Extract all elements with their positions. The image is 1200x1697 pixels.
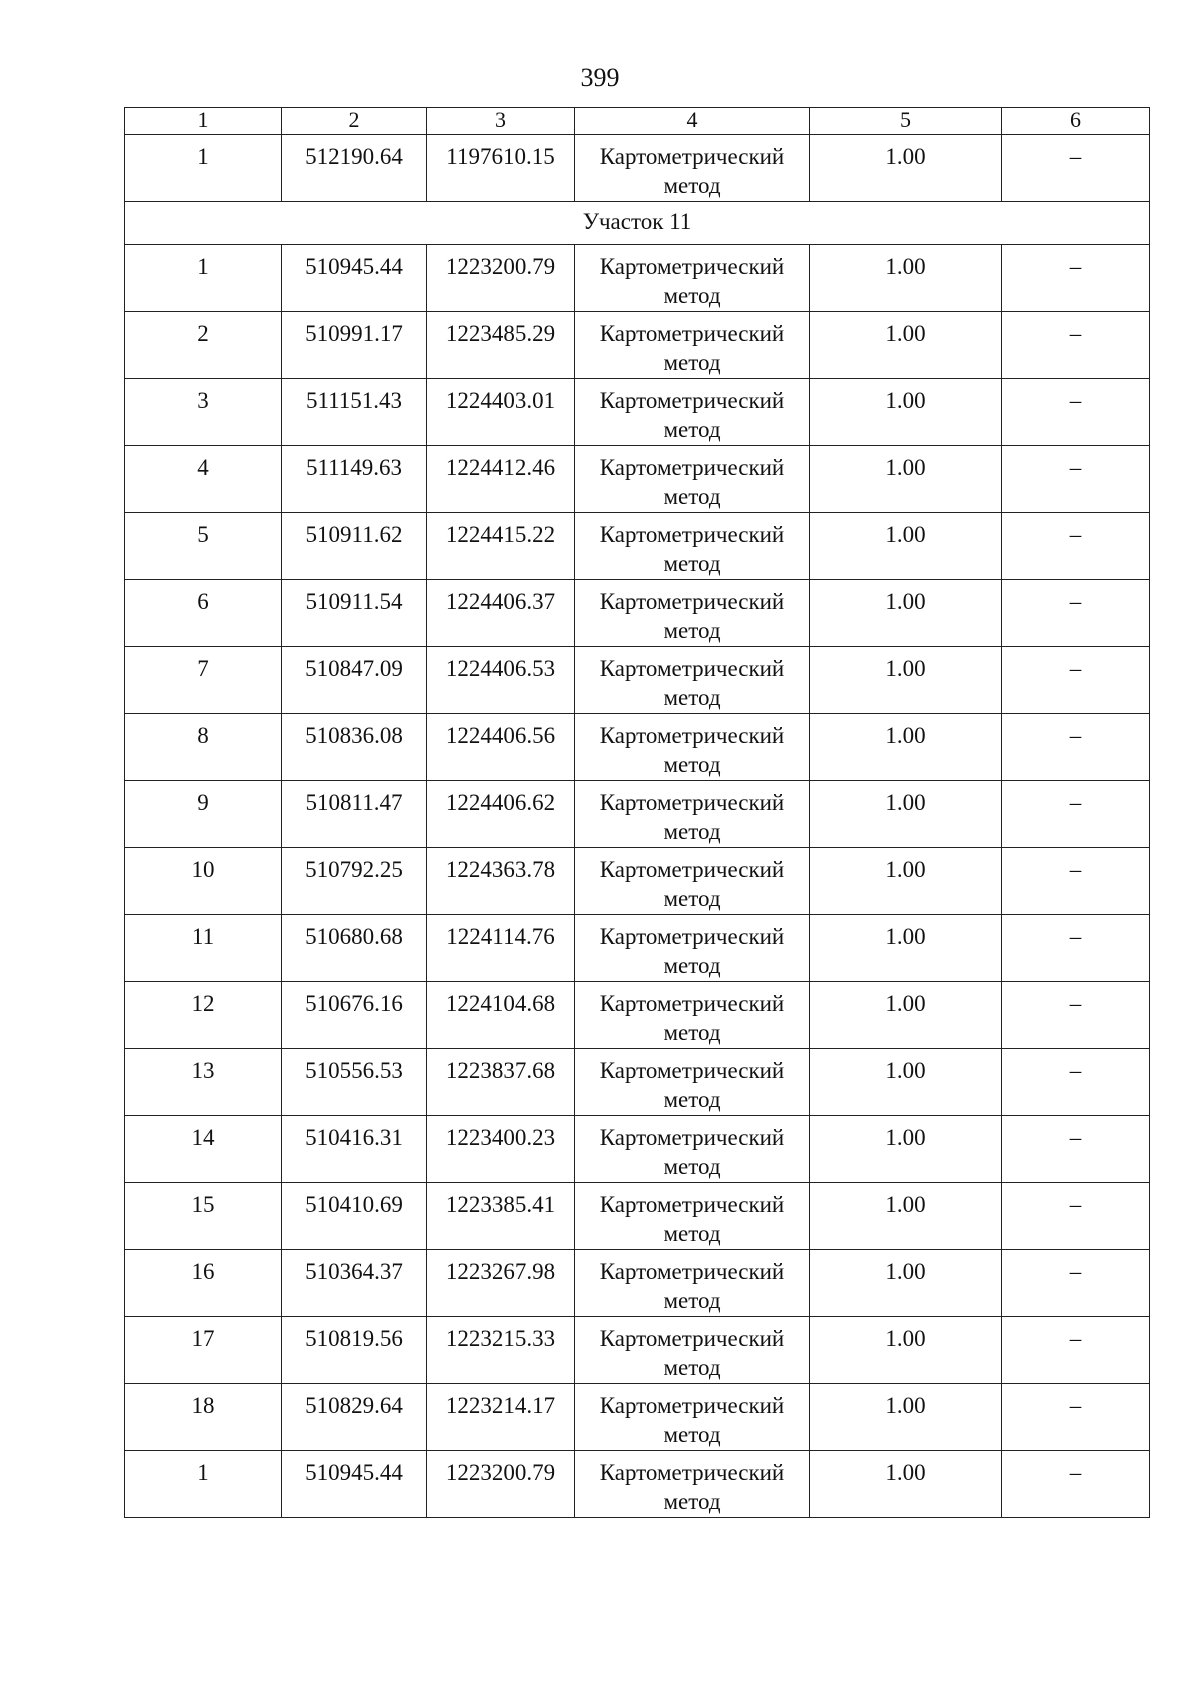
method-line: Картометрический (599, 1058, 785, 1083)
note-cell: – (1002, 1384, 1150, 1451)
y-coordinate-cell: 1223200.79 (427, 245, 575, 312)
table-row (125, 245, 1150, 312)
table-row (125, 1183, 1150, 1250)
table-row (125, 1384, 1150, 1451)
method-line: метод (663, 1020, 721, 1045)
method-line: Картометрический (599, 1393, 785, 1418)
point-number-cell: 5 (125, 513, 282, 580)
point-number-cell: 12 (125, 982, 282, 1049)
y-coordinate-cell: 1224406.37 (427, 580, 575, 647)
column-number-cell: 5 (810, 108, 1002, 135)
note-cell: – (1002, 1317, 1150, 1384)
note-cell: – (1002, 379, 1150, 446)
method-line: метод (663, 173, 721, 198)
x-coordinate-cell: 510847.09 (282, 647, 427, 714)
x-coordinate-cell: 510836.08 (282, 714, 427, 781)
table-row (125, 1116, 1150, 1183)
x-coordinate-cell: 510991.17 (282, 312, 427, 379)
accuracy-cell: 1.00 (810, 915, 1002, 982)
method-line: Картометрический (599, 857, 785, 882)
x-coordinate-cell: 510819.56 (282, 1317, 427, 1384)
method-cell (575, 1250, 810, 1317)
section-title: Участок 11 (125, 202, 1150, 245)
x-coordinate-cell: 510811.47 (282, 781, 427, 848)
y-coordinate-cell: 1224114.76 (427, 915, 575, 982)
method-line: Картометрический (599, 1460, 785, 1485)
accuracy-cell: 1.00 (810, 379, 1002, 446)
accuracy-cell: 1.00 (810, 135, 1002, 202)
point-number-cell: 10 (125, 848, 282, 915)
table-row (125, 1049, 1150, 1116)
method-line: Картометрический (599, 1125, 785, 1150)
table-row (125, 915, 1150, 982)
note-cell: – (1002, 245, 1150, 312)
x-coordinate-cell: 510945.44 (282, 1451, 427, 1518)
method-cell (575, 647, 810, 714)
point-number-cell: 7 (125, 647, 282, 714)
method-line: метод (663, 1288, 721, 1313)
table-row (125, 580, 1150, 647)
method-cell (575, 1183, 810, 1250)
method-line: Картометрический (599, 254, 785, 279)
method-line: Картометрический (599, 790, 785, 815)
accuracy-cell: 1.00 (810, 647, 1002, 714)
note-cell: – (1002, 1250, 1150, 1317)
method-line: метод (663, 618, 721, 643)
column-number-cell: 6 (1002, 108, 1150, 135)
method-line: метод (663, 417, 721, 442)
y-coordinate-cell: 1223214.17 (427, 1384, 575, 1451)
point-number-cell: 8 (125, 714, 282, 781)
point-number-cell: 14 (125, 1116, 282, 1183)
x-coordinate-cell: 510792.25 (282, 848, 427, 915)
x-coordinate-cell: 510556.53 (282, 1049, 427, 1116)
method-line: метод (663, 484, 721, 509)
y-coordinate-cell: 1224363.78 (427, 848, 575, 915)
method-cell (575, 915, 810, 982)
method-cell (575, 446, 810, 513)
method-line: метод (663, 1422, 721, 1447)
method-cell (575, 1317, 810, 1384)
method-line: Картометрический (599, 321, 785, 346)
page-number: 399 (580, 63, 620, 92)
accuracy-cell: 1.00 (810, 1384, 1002, 1451)
method-cell (575, 848, 810, 915)
method-line: метод (663, 1154, 721, 1179)
x-coordinate-cell: 510829.64 (282, 1384, 427, 1451)
point-number-cell: 1 (125, 135, 282, 202)
note-cell: – (1002, 1451, 1150, 1518)
method-line: Картометрический (599, 522, 785, 547)
table-row (125, 1250, 1150, 1317)
section-row (125, 202, 1150, 245)
table-row (125, 446, 1150, 513)
y-coordinate-cell: 1224406.62 (427, 781, 575, 848)
column-number-cell: 3 (427, 108, 575, 135)
accuracy-cell: 1.00 (810, 781, 1002, 848)
x-coordinate-cell: 510680.68 (282, 915, 427, 982)
method-line: метод (663, 953, 721, 978)
method-line: метод (663, 1489, 721, 1514)
x-coordinate-cell: 510911.54 (282, 580, 427, 647)
method-cell (575, 135, 810, 202)
accuracy-cell: 1.00 (810, 848, 1002, 915)
y-coordinate-cell: 1224412.46 (427, 446, 575, 513)
point-number-cell: 9 (125, 781, 282, 848)
method-line: Картометрический (599, 1326, 785, 1351)
table-row (125, 781, 1150, 848)
method-line: Картометрический (599, 656, 785, 681)
method-line: метод (663, 1355, 721, 1380)
coordinates-table (124, 107, 1150, 1518)
method-line: Картометрический (599, 144, 785, 169)
x-coordinate-cell: 511151.43 (282, 379, 427, 446)
method-cell (575, 781, 810, 848)
point-number-cell: 3 (125, 379, 282, 446)
y-coordinate-cell: 1223267.98 (427, 1250, 575, 1317)
method-line: Картометрический (599, 388, 785, 413)
accuracy-cell: 1.00 (810, 1451, 1002, 1518)
accuracy-cell: 1.00 (810, 1317, 1002, 1384)
table-row (125, 312, 1150, 379)
note-cell: – (1002, 848, 1150, 915)
point-number-cell: 13 (125, 1049, 282, 1116)
y-coordinate-cell: 1224104.68 (427, 982, 575, 1049)
y-coordinate-cell: 1197610.15 (427, 135, 575, 202)
method-cell (575, 1451, 810, 1518)
note-cell: – (1002, 647, 1150, 714)
point-number-cell: 18 (125, 1384, 282, 1451)
method-line: метод (663, 1087, 721, 1112)
y-coordinate-cell: 1223200.79 (427, 1451, 575, 1518)
y-coordinate-cell: 1223485.29 (427, 312, 575, 379)
accuracy-cell: 1.00 (810, 1116, 1002, 1183)
note-cell: – (1002, 714, 1150, 781)
method-cell (575, 1049, 810, 1116)
accuracy-cell: 1.00 (810, 1250, 1002, 1317)
table-row (125, 982, 1150, 1049)
x-coordinate-cell: 510416.31 (282, 1116, 427, 1183)
note-cell: – (1002, 915, 1150, 982)
accuracy-cell: 1.00 (810, 312, 1002, 379)
y-coordinate-cell: 1224406.56 (427, 714, 575, 781)
column-number-cell: 2 (282, 108, 427, 135)
x-coordinate-cell: 510945.44 (282, 245, 427, 312)
method-line: Картометрический (599, 723, 785, 748)
method-line: метод (663, 752, 721, 777)
note-cell: – (1002, 446, 1150, 513)
method-cell (575, 312, 810, 379)
table-row (125, 714, 1150, 781)
method-cell (575, 379, 810, 446)
accuracy-cell: 1.00 (810, 446, 1002, 513)
table-row (125, 647, 1150, 714)
method-line: метод (663, 283, 721, 308)
accuracy-cell: 1.00 (810, 580, 1002, 647)
table-row (125, 1317, 1150, 1384)
accuracy-cell: 1.00 (810, 1183, 1002, 1250)
accuracy-cell: 1.00 (810, 714, 1002, 781)
note-cell: – (1002, 982, 1150, 1049)
method-line: Картометрический (599, 589, 785, 614)
note-cell: – (1002, 781, 1150, 848)
method-cell (575, 513, 810, 580)
method-cell (575, 714, 810, 781)
table-row (125, 379, 1150, 446)
method-line: метод (663, 886, 721, 911)
x-coordinate-cell: 510364.37 (282, 1250, 427, 1317)
method-line: Картометрический (599, 455, 785, 480)
note-cell: – (1002, 312, 1150, 379)
point-number-cell: 16 (125, 1250, 282, 1317)
accuracy-cell: 1.00 (810, 513, 1002, 580)
table-row (125, 1451, 1150, 1518)
point-number-cell: 2 (125, 312, 282, 379)
method-line: Картометрический (599, 991, 785, 1016)
method-line: метод (663, 1221, 721, 1246)
method-cell (575, 580, 810, 647)
method-line: Картометрический (599, 924, 785, 949)
note-cell: – (1002, 1183, 1150, 1250)
column-number-cell: 4 (575, 108, 810, 135)
y-coordinate-cell: 1224406.53 (427, 647, 575, 714)
method-line: метод (663, 685, 721, 710)
accuracy-cell: 1.00 (810, 1049, 1002, 1116)
x-coordinate-cell: 510911.62 (282, 513, 427, 580)
point-number-cell: 11 (125, 915, 282, 982)
method-cell (575, 245, 810, 312)
accuracy-cell: 1.00 (810, 982, 1002, 1049)
note-cell: – (1002, 1116, 1150, 1183)
method-line: метод (663, 350, 721, 375)
note-cell: – (1002, 513, 1150, 580)
table-row (125, 135, 1150, 202)
point-number-cell: 15 (125, 1183, 282, 1250)
column-number-row (125, 108, 1150, 135)
y-coordinate-cell: 1224415.22 (427, 513, 575, 580)
method-line: метод (663, 819, 721, 844)
note-cell: – (1002, 135, 1150, 202)
table-row (125, 513, 1150, 580)
x-coordinate-cell: 511149.63 (282, 446, 427, 513)
y-coordinate-cell: 1224403.01 (427, 379, 575, 446)
note-cell: – (1002, 1049, 1150, 1116)
x-coordinate-cell: 510410.69 (282, 1183, 427, 1250)
table-row (125, 848, 1150, 915)
x-coordinate-cell: 512190.64 (282, 135, 427, 202)
x-coordinate-cell: 510676.16 (282, 982, 427, 1049)
point-number-cell: 17 (125, 1317, 282, 1384)
point-number-cell: 4 (125, 446, 282, 513)
method-cell (575, 1116, 810, 1183)
y-coordinate-cell: 1223215.33 (427, 1317, 575, 1384)
method-cell (575, 1384, 810, 1451)
point-number-cell: 1 (125, 245, 282, 312)
method-line: метод (663, 551, 721, 576)
column-number-cell: 1 (125, 108, 282, 135)
point-number-cell: 1 (125, 1451, 282, 1518)
y-coordinate-cell: 1223837.68 (427, 1049, 575, 1116)
accuracy-cell: 1.00 (810, 245, 1002, 312)
y-coordinate-cell: 1223400.23 (427, 1116, 575, 1183)
note-cell: – (1002, 580, 1150, 647)
point-number-cell: 6 (125, 580, 282, 647)
y-coordinate-cell: 1223385.41 (427, 1183, 575, 1250)
method-cell (575, 982, 810, 1049)
method-line: Картометрический (599, 1192, 785, 1217)
method-line: Картометрический (599, 1259, 785, 1284)
